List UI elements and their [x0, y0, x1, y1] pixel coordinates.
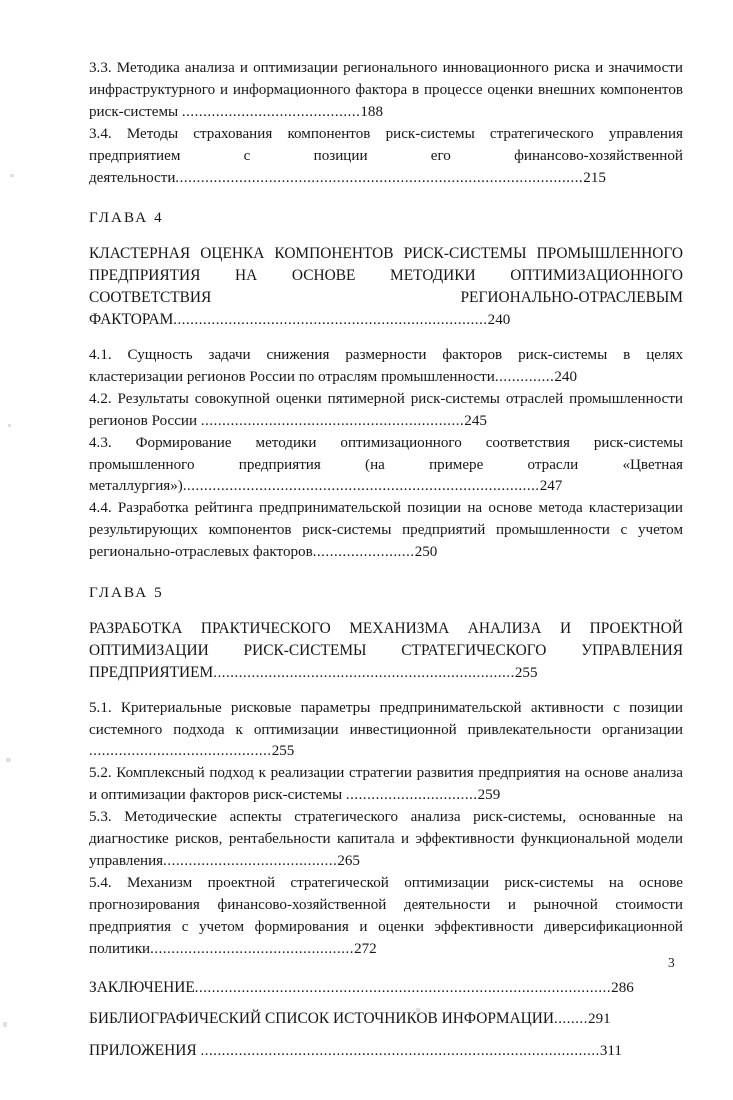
toc-page-number: 291	[588, 1011, 611, 1028]
toc-page-number: 188	[360, 103, 383, 120]
toc-leader-dots: ....................................................................................	[182, 478, 540, 495]
toc-entry[interactable]	[89, 807, 683, 873]
toc-entry-title: ПРИЛОЖЕНИЯ	[89, 1042, 201, 1060]
toc-leader-dots: ..............................................................................................	[200, 1043, 600, 1060]
toc-entry[interactable]	[89, 243, 683, 332]
toc-entry-title: ЗАКЛЮЧЕНИЕ	[89, 978, 195, 996]
toc-entry-title: 4.2. Результаты совокупной оценки пятимерной риск-системы отраслей промышленности регионов России	[89, 390, 683, 429]
toc-leader-dots: ..............	[494, 368, 555, 385]
spacer	[89, 189, 683, 208]
spacer	[89, 1031, 683, 1040]
spacer	[89, 605, 683, 618]
spacer	[89, 685, 683, 698]
toc-entry[interactable]	[89, 124, 683, 190]
toc-page-number: 265	[337, 853, 360, 869]
toc-leader-dots: ..............................................................	[200, 412, 465, 429]
toc-entry-title: 3.3. Методика анализа и оптимизации регионального инновационного риска и значимости инфраструктурного и информационного фактора в процессе оценки внешних компонентов риск-системы	[89, 60, 683, 120]
toc-entry-title: 5.4. Механизм проектной стратегической оптимизации риск-системы на основе прогнозирования финансово-хозяйственной деятельности и рыночной стоимости предприятия с учетом формирования и оценки эффективности диверсификационной политики	[89, 874, 683, 957]
toc-leader-dots: .........................................	[163, 853, 338, 869]
spacer	[89, 961, 683, 977]
spacer	[89, 230, 683, 243]
toc-entry[interactable]	[89, 873, 683, 961]
spacer	[89, 564, 683, 583]
toc-leader-dots: ........	[554, 1011, 589, 1028]
toc-entry-title: 4.3. Формирование методики оптимизационного соответствия риск-системы промышленного предприятия (на примере отрасли «Цветная металлургия»)	[89, 434, 683, 495]
toc-entry-appendices[interactable]	[89, 1040, 683, 1063]
toc-leader-dots: ...........................................	[89, 743, 272, 760]
scan-speck	[3, 1022, 7, 1027]
toc-page-number: 259	[477, 787, 501, 804]
toc-entry[interactable]	[89, 618, 683, 685]
toc-leader-dots: ................................................	[150, 940, 355, 957]
toc-leader-dots: ................................................................................................	[175, 169, 584, 186]
toc-page-number: 250	[414, 544, 438, 561]
toc-entry[interactable]	[89, 58, 683, 124]
toc-page-number: 245	[464, 412, 487, 429]
toc-entry-title: 5.2. Комплексный подход к реализации стратегии развития предприятия на основе анализа и оптимизации факторов риск-системы	[89, 765, 683, 804]
toc-page-number: 255	[514, 664, 538, 681]
toc-leader-dots: ..........................................	[181, 103, 361, 120]
toc-page-number: 311	[599, 1043, 622, 1060]
toc-leader-dots: ..................................................................................................	[194, 979, 612, 996]
toc-page-number: 240	[487, 312, 511, 329]
scan-speck	[10, 174, 14, 177]
toc-page-number: 215	[583, 169, 606, 186]
toc-entry-title: КЛАСТЕРНАЯ ОЦЕНКА КОМПОНЕНТОВ РИСК-СИСТЕМЫ ПРОМЫШЛЕННОГО ПРЕДПРИЯТИЯ НА ОСНОВЕ МЕТОДИКИ ОПТИМИЗАЦИОННОГО СООТВЕТСТВИЯ РЕГИОНАЛЬНО-ОТРАСЛЕВЫМ ФАКТОРАМ	[89, 245, 683, 329]
toc-entry-title: 3.4. Методы страхования компонентов риск-системы стратегического управления предприятием с позиции его финансово-хозяйственной деятельности	[89, 125, 683, 186]
scan-speck	[6, 758, 11, 762]
toc-leader-dots: ..........................................................................	[173, 312, 488, 329]
toc-entry-title: 4.1. Сущность задачи снижения размерности факторов риск-системы в целях кластеризации регионов России по отраслям промышленности	[89, 346, 683, 385]
toc-entry[interactable]	[89, 763, 683, 807]
toc-entry[interactable]	[89, 389, 683, 433]
toc-page-number: 247	[539, 478, 563, 495]
toc-page-number: 272	[354, 940, 377, 957]
spacer	[89, 999, 683, 1008]
toc-leader-dots: .......................................................................	[213, 664, 515, 681]
toc-entry[interactable]	[89, 433, 683, 499]
toc-leader-dots: ...............................	[345, 787, 478, 804]
toc-entry-title: РАЗРАБОТКА ПРАКТИЧЕСКОГО МЕХАНИЗМА АНАЛИЗА И ПРОЕКТНОЙ ОПТИМИЗАЦИИ РИСК-СИСТЕМЫ СТРАТЕГИЧЕСКОГО УПРАВЛЕНИЯ ПРЕДПРИЯТИЕМ	[89, 619, 683, 681]
chapter-label-5: ГЛАВА 5	[89, 585, 164, 602]
toc-entry[interactable]	[89, 345, 683, 389]
spacer	[89, 332, 683, 345]
toc-entry[interactable]	[89, 698, 683, 764]
toc-leader-dots: ........................	[312, 544, 415, 561]
toc-entry-title: 5.1. Критериальные рисковые параметры предпринимательской активности с позиции системного подхода к оптимизации инвестиционной привлекательности организации	[89, 699, 683, 738]
toc-entry-conclusion[interactable]	[89, 977, 683, 1000]
toc-entry-title: 4.4. Разработка рейтинга предпринимательской позиции на основе метода кластеризации результирующих компонентов риск-системы предприятий промышленности с учетом регионально-отраслевых факторов	[89, 500, 683, 561]
page-folio-number: 3	[668, 955, 675, 970]
toc-entry-title: БИБЛИОГРАФИЧЕСКИЙ СПИСОК ИСТОЧНИКОВ ИНФОРМАЦИИ	[89, 1010, 555, 1028]
toc-page-number: 240	[554, 368, 577, 385]
scan-speck	[8, 424, 11, 427]
toc-entry-title: 5.3. Методические аспекты стратегического анализа риск-системы, основанные на диагностике рисков, рентабельности капитала и эффективности функциональной модели управления	[89, 809, 683, 869]
toc-entry[interactable]	[89, 498, 683, 564]
table-of-contents	[89, 58, 683, 1063]
toc-page-number: 286	[611, 979, 634, 996]
toc-entry-bibliography[interactable]	[89, 1008, 683, 1031]
toc-page-number: 255	[271, 743, 295, 760]
chapter-label-4: ГЛАВА 4	[89, 210, 164, 227]
